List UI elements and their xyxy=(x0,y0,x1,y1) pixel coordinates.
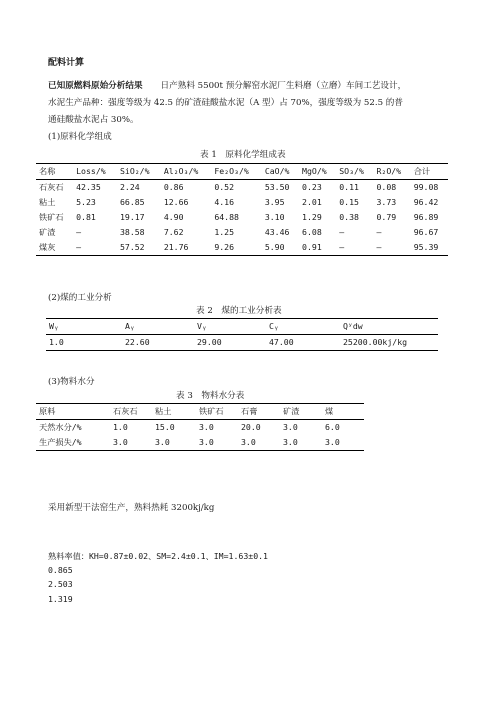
column-header: 矿渣 xyxy=(280,404,322,420)
table-cell: 粘土 xyxy=(39,197,56,207)
table-cell: 2.01 xyxy=(302,197,322,207)
column-header: 名称 xyxy=(36,164,73,180)
table-cell: 29.00 xyxy=(194,335,266,351)
value-sm: 2.503 xyxy=(48,579,73,589)
column-header: 合计 xyxy=(411,164,448,180)
table-cell: 25200.00kj/kg xyxy=(340,335,438,351)
table-cell: 2.24 xyxy=(119,182,140,192)
moisture-table xyxy=(36,403,364,451)
table-cell: 3.0 xyxy=(110,435,152,451)
column-header: Wᵧ xyxy=(46,319,122,335)
column-header: CaO/% xyxy=(262,164,299,180)
table-3-caption: 表 3 物料水分表 xyxy=(176,391,245,401)
table-cell: 3.0 xyxy=(238,435,280,451)
column-header: Aᵧ xyxy=(122,319,194,335)
table-cell: 矿渣 xyxy=(39,227,56,237)
table-cell: 3.0 xyxy=(199,422,214,432)
table-cell: 15.0 xyxy=(155,422,175,432)
column-header: Al₂O₃/% xyxy=(161,164,212,180)
table-cell: 38.58 xyxy=(119,227,145,237)
table-cell: 0.15 xyxy=(339,197,359,207)
column-header: 石灰石 xyxy=(110,404,152,420)
table-cell: 6.0 xyxy=(325,422,340,432)
table-cell: 5.23 xyxy=(76,197,96,207)
coal-analysis-table xyxy=(46,318,438,351)
table-2-caption: 表 2 煤的工业分析表 xyxy=(196,306,282,316)
section-2-title: (2)煤的工业分析 xyxy=(48,293,112,303)
table-cell: 生产损失/% xyxy=(36,435,110,451)
table-cell: 铁矿石 xyxy=(39,212,64,222)
table-cell: 19.17 xyxy=(119,212,145,222)
table-cell: 95.39 xyxy=(411,240,448,256)
table-cell: 3.0 xyxy=(152,435,196,451)
column-header: Cᵧ xyxy=(266,319,340,335)
table-cell: — xyxy=(376,227,382,237)
table-cell: 66.85 xyxy=(119,197,145,207)
table-row xyxy=(36,210,448,225)
table-row xyxy=(36,435,364,451)
table-cell: 3.10 xyxy=(264,212,285,222)
column-header: Vᵧ xyxy=(194,319,266,335)
table-cell: 12.66 xyxy=(163,197,189,207)
table-cell: 0.81 xyxy=(76,212,96,222)
column-header: Fe₂O₃/% xyxy=(211,164,262,180)
table-header-row xyxy=(36,404,364,420)
table-cell: 0.86 xyxy=(163,182,184,192)
section-3-title: (3)物料水分 xyxy=(48,377,95,387)
table-cell: 22.60 xyxy=(122,335,194,351)
intro-text: 日产熟料 5500t 预分解窑水泥厂生料磨（立磨）车间工艺设计， xyxy=(160,81,407,91)
table-header-row xyxy=(36,164,448,180)
intro-line-3: 通硅酸盐水泥占 30%。 xyxy=(48,115,139,125)
page-heading: 配料计算 xyxy=(48,58,85,68)
column-header: 煤 xyxy=(322,404,364,420)
table-cell: 1.29 xyxy=(302,212,322,222)
table-cell: 57.52 xyxy=(117,240,161,256)
table-cell: 21.76 xyxy=(161,240,212,256)
table-cell: 7.62 xyxy=(163,227,184,237)
table-cell: 0.23 xyxy=(302,182,322,192)
table-cell: 1.0 xyxy=(46,335,122,351)
section-1-title: (1)原料化学组成 xyxy=(48,132,112,142)
table-cell: 64.88 xyxy=(214,212,239,222)
table-cell: — xyxy=(373,240,410,256)
table-cell: 石灰石 xyxy=(39,182,64,192)
column-header: SiO₂/% xyxy=(117,164,161,180)
table-cell: — xyxy=(73,240,117,256)
intro-bold-label: 已知原燃料原始分析结果 xyxy=(48,81,143,91)
table-cell: 3.0 xyxy=(196,435,238,451)
column-header: 铁矿石 xyxy=(196,404,238,420)
intro-line-1 xyxy=(48,79,406,91)
column-header: MgO/% xyxy=(299,164,336,180)
table-cell: 1.0 xyxy=(113,422,128,432)
table-cell: 3.0 xyxy=(280,435,322,451)
column-header: SO₃/% xyxy=(336,164,373,180)
table-cell: — xyxy=(339,227,345,237)
column-header: 粘土 xyxy=(152,404,196,420)
table-cell: 20.0 xyxy=(241,422,261,432)
column-header: R₂O/% xyxy=(373,164,410,180)
value-im: 1.319 xyxy=(48,594,73,604)
table-row xyxy=(36,420,364,436)
value-kh: 0.865 xyxy=(48,565,73,575)
column-header: 石膏 xyxy=(238,404,280,420)
table-cell: 47.00 xyxy=(266,335,340,351)
table-cell: 9.26 xyxy=(211,240,262,256)
table-cell: 6.08 xyxy=(302,227,322,237)
table-header-row xyxy=(46,319,438,335)
table-cell: 0.38 xyxy=(339,212,359,222)
table-cell: 3.0 xyxy=(283,422,298,432)
table-row xyxy=(36,225,448,240)
table-cell: — xyxy=(76,227,82,237)
table-cell: 1.25 xyxy=(214,227,235,237)
table-cell: — xyxy=(336,240,373,256)
heat-consumption-note: 采用新型干法窑生产，熟料热耗 3200kj/kg xyxy=(48,503,215,513)
table-row xyxy=(46,335,438,351)
column-header: Loss/% xyxy=(73,164,117,180)
table-cell: 天然水分/% xyxy=(39,422,82,432)
table-cell: 0.52 xyxy=(214,182,235,192)
table-cell: 0.79 xyxy=(376,212,397,222)
table-cell: 0.08 xyxy=(376,182,397,192)
table-cell: 3.73 xyxy=(376,197,397,207)
table-row xyxy=(36,240,448,256)
table-cell: 4.90 xyxy=(163,212,184,222)
table-cell: 96.67 xyxy=(413,227,439,237)
table-cell: 96.42 xyxy=(413,197,439,207)
table-1-caption: 表 1 原料化学组成表 xyxy=(200,150,286,160)
table-cell: 53.50 xyxy=(264,182,290,192)
raw-material-composition-table xyxy=(36,163,448,256)
table-cell: 96.89 xyxy=(413,212,439,222)
intro-line-2: 水泥生产品种：强度等级为 42.5 的矿渣硅酸盐水泥（A 型）占 70%，强度等级为 52.5 的普 xyxy=(48,98,403,108)
column-header: 原料 xyxy=(36,404,110,420)
table-cell: 3.95 xyxy=(264,197,285,207)
table-row xyxy=(36,180,448,196)
table-cell: 43.46 xyxy=(264,227,290,237)
table-row xyxy=(36,195,448,210)
table-cell: 3.0 xyxy=(322,435,364,451)
table-cell: 99.08 xyxy=(413,182,439,192)
table-cell: 4.16 xyxy=(214,197,235,207)
column-header: Qʸdw xyxy=(340,319,438,335)
table-cell: 0.11 xyxy=(339,182,359,192)
table-cell: 煤灰 xyxy=(36,240,73,256)
table-cell: 0.91 xyxy=(299,240,336,256)
table-cell: 5.90 xyxy=(262,240,299,256)
table-cell: 42.35 xyxy=(76,182,101,192)
clinker-ratio-line: 熟料率值：KH=0.87±0.02、SM=2.4±0.1、IM=1.63±0.1 xyxy=(48,551,268,561)
